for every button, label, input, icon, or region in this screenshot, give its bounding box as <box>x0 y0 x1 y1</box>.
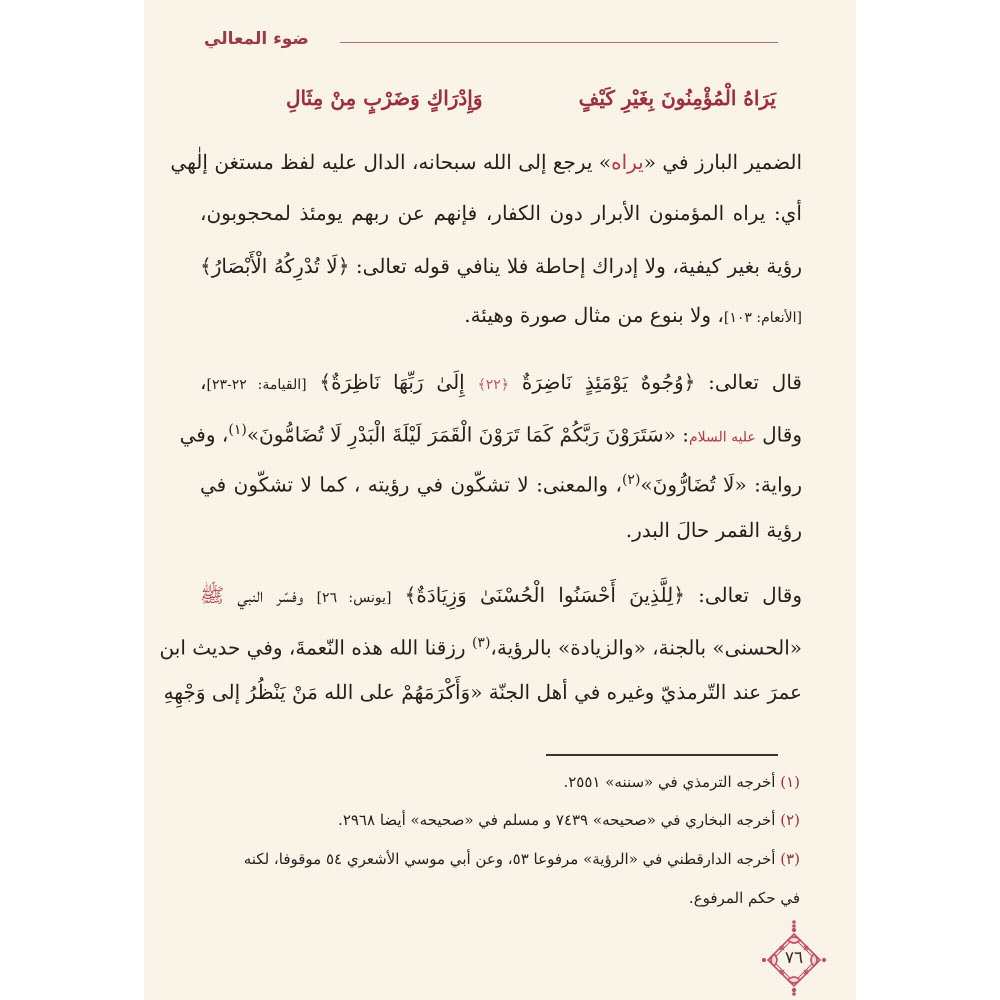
body-line-5 <box>200 367 802 400</box>
page-number: ٧٦ <box>784 948 804 968</box>
footnote-ref[interactable]: (١) <box>228 422 247 438</box>
body-line-9 <box>200 580 802 613</box>
body-line-1 <box>170 147 802 177</box>
text: » يرجع إلى الله سبحانه، الدال عليه لفظ مستغن إلٰهي <box>170 150 612 174</box>
text: ، وفي <box>179 422 229 447</box>
honorific-glyph: عليه السلام <box>688 429 756 446</box>
text: ، <box>200 370 207 394</box>
text: رواية: «لَا تُضَارُّونَ» <box>640 472 802 497</box>
footnote-text: أخرجه البخاري في «صحيحه» ٧٤٣٩ و مسلم في «صحيحه» أيضا ٢٩٦٨. <box>338 811 776 829</box>
text: الضمير البارز في « <box>643 150 802 174</box>
footnote-1 <box>200 770 800 794</box>
poem-verse <box>144 80 856 120</box>
ayah-number-marker: ﴿٢٢﴾ <box>477 377 510 393</box>
text: وقال <box>755 422 802 447</box>
body-line-2: أي: يراه المؤمنون الأبرار دون الكفار، فإنهم عن ربهم يومئذ لمحجوبون، <box>200 201 802 225</box>
verse-second-hemistich: وَإِدْرَاكٍ وَضَرْبٍ مِنْ مِثَالِ <box>286 86 483 110</box>
body-line-7 <box>200 465 802 500</box>
footnote-text: أخرجه الترمذي في «سننه» ٢٥٥١. <box>563 773 776 791</box>
footnote-separator <box>546 754 778 756</box>
book-page <box>144 0 856 1000</box>
text: ، ولا بنوع من مثال صورة وهيئة. <box>464 303 724 327</box>
header-rule <box>340 42 778 43</box>
footnote-number: (٣) <box>780 850 800 868</box>
page-number-ornament <box>762 920 826 998</box>
quran-quote: ﴿لَا تُدْرِكُهُ الْأَبْصَارُ﴾ <box>200 254 350 278</box>
quran-quote: ﴿وُجُوهٌ يَوْمَئِذٍ نَاضِرَةٌ <box>521 370 696 394</box>
body-line-11: عمرَ عند التّرمذيّ وغيره في أهل الجنّة «وَأَكْرَمَهُمْ على الله مَنْ يَنْظُرُ إلى وَجْهِهِ <box>163 680 802 704</box>
salawat-glyph: ﷺ <box>200 583 225 607</box>
text: «الحسنى» بالجنة، «والزيادة» بالرؤية، <box>490 635 802 660</box>
verse-first-hemistich: يَرَاهُ الْمُؤْمِنُونَ بِغَيْرِ كَيْفٍ <box>578 86 776 110</box>
body-line-4 <box>200 300 802 333</box>
footnote-number: (٢) <box>780 811 800 829</box>
text: قال تعالى: <box>695 370 802 394</box>
footnote-text: أخرجه الدارقطني في «الرؤية» مرفوعا ٥٣، وعن أبي موسي الأشعري ٥٤ موقوفا، لكنه <box>243 850 776 868</box>
quran-reference: [يونس: ٢٦] <box>316 590 392 606</box>
text: : «سَتَرَوْنَ رَبَّكُمْ كَمَا تَرَوْنَ الْقَمَرَ لَيْلَةَ الْبَدْرِ لَا تُضَامُّونَ» <box>246 422 689 447</box>
quran-quote: إِلَىٰ رَبِّهَا نَاظِرَةٌ﴾ <box>319 370 465 394</box>
quran-reference: [الأنعام: ١٠٣] <box>723 310 802 326</box>
footnote-text: في حكم المرفوع. <box>688 889 800 907</box>
book-title: ضوء المعالي <box>204 29 309 49</box>
body-line-10 <box>159 628 802 663</box>
footnote-3 <box>200 847 800 871</box>
footnote-ref[interactable]: (٢) <box>621 472 641 488</box>
quran-quote: ﴿لِلَّذِينَ أَحْسَنُوا الْحُسْنَىٰ وَزِيَادَةٌ﴾ <box>404 583 685 607</box>
text: رزقنا الله هذه النّعمةَ، وفي حديث ابن <box>159 635 472 660</box>
footnote-number: (١) <box>780 773 800 791</box>
footnote-3-continued <box>200 886 800 910</box>
quran-reference: [القيامة: ٢٢-٢٣] <box>206 377 307 393</box>
text: ، والمعنى: لا تشكّون في رؤيته ، كما لا تشكّون في <box>200 472 622 497</box>
body-line-3 <box>200 251 802 281</box>
text: وفسّر النبي <box>224 583 317 607</box>
text: رؤية بغير كيفية، ولا إدراك إحاطة فلا ينافي قوله تعالى: <box>349 254 803 278</box>
running-header <box>144 26 856 58</box>
text: وقال تعالى: <box>684 583 803 607</box>
footnote-ref[interactable]: (٣) <box>471 635 491 651</box>
body-line-6 <box>179 415 802 453</box>
body-line-8: رؤية القمر حالَ البدر. <box>625 518 802 542</box>
footnote-2 <box>200 808 800 832</box>
highlighted-word: يراه <box>611 150 644 174</box>
